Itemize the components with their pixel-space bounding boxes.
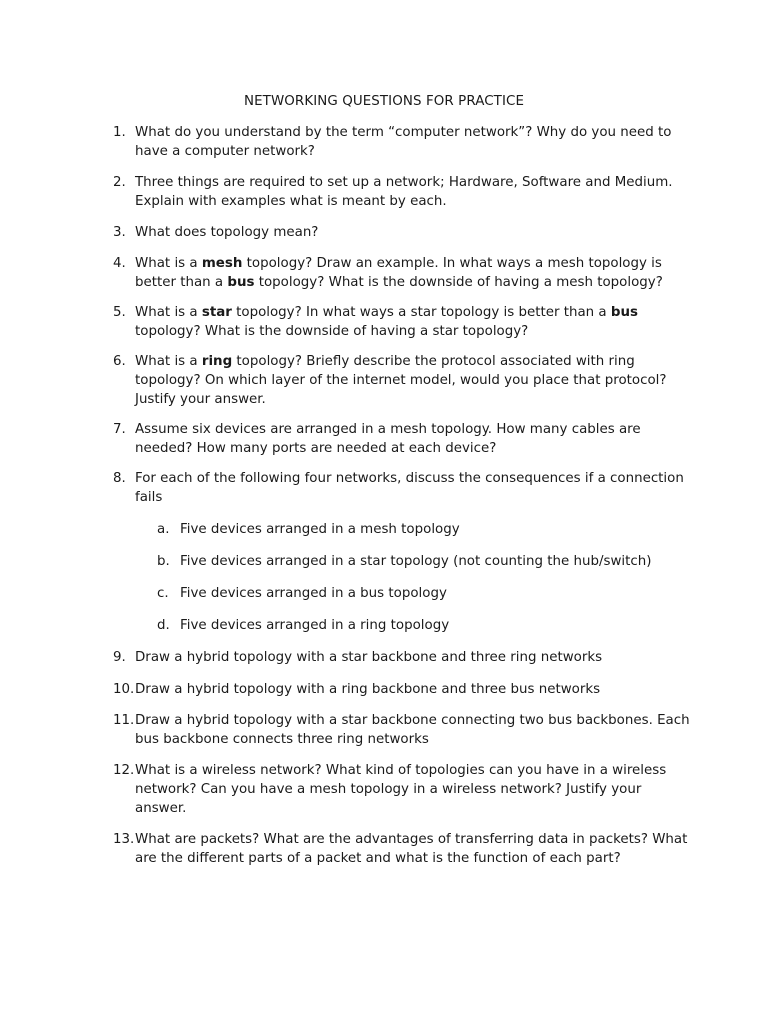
sub-question-item [157, 552, 693, 571]
sub-question-text: Five devices arranged in a ring topology [180, 618, 450, 633]
question-text-segment: What are packets? What are the advantages of transferring data in packets? What are the different parts of a packet and what is the function of each part? [135, 832, 688, 866]
question-number: 4. [113, 256, 126, 271]
question-text [135, 254, 693, 292]
sub-question-text: Five devices arranged in a star topology (not counting the hub/switch) [180, 554, 652, 569]
question-text [135, 761, 693, 818]
question-item [113, 469, 693, 635]
sub-question-list [113, 520, 693, 635]
question-item [113, 254, 693, 292]
question-text-segment: topology? What is the downside of having a mesh topology? [254, 275, 663, 290]
question-text [135, 711, 693, 749]
question-text [135, 123, 693, 161]
question-row [113, 123, 693, 161]
question-text [135, 648, 693, 667]
question-row [113, 648, 693, 667]
question-item [113, 680, 693, 699]
question-item [113, 761, 693, 818]
question-number: 8. [113, 471, 126, 486]
sub-question-letter: d. [157, 618, 170, 633]
question-text-segment: What do you understand by the term “computer network”? Why do you need to have a computer network? [135, 125, 672, 159]
question-text-segment: Draw a hybrid topology with a ring backbone and three bus networks [135, 682, 601, 697]
question-number: 6. [113, 354, 126, 369]
question-text-segment: What is a wireless network? What kind of topologies can you have in a wireless network? Can you have a mesh topology in a wireless network? Justify your answer. [135, 763, 667, 816]
question-item [113, 352, 693, 409]
question-text-segment: Draw a hybrid topology with a star backbone connecting two bus backbones. Each bus backbone connects three ring networks [135, 713, 690, 747]
question-text-segment: topology? What is the downside of having a star topology? [135, 324, 529, 339]
question-row [113, 830, 693, 868]
question-row [113, 173, 693, 211]
question-text [135, 680, 693, 699]
question-number: 10. [113, 682, 135, 697]
question-text [135, 223, 693, 242]
sub-question-letter: b. [157, 554, 170, 569]
question-number: 7. [113, 422, 126, 437]
question-text-segment: Assume six devices are arranged in a mesh topology. How many cables are needed? How many ports are needed at each device? [135, 422, 641, 456]
sub-question-letter: a. [157, 522, 170, 537]
question-item [113, 223, 693, 242]
question-row [113, 223, 693, 242]
question-row [113, 303, 693, 341]
question-item [113, 303, 693, 341]
question-text-segment: What does topology mean? [135, 225, 319, 240]
question-item [113, 420, 693, 458]
question-text [135, 830, 693, 868]
question-number: 9. [113, 650, 126, 665]
question-text-segment: Three things are required to set up a network; Hardware, Software and Medium. Explain with examples what is meant by each. [135, 175, 673, 209]
question-text-segment: What is a [135, 354, 202, 369]
question-number: 13. [113, 832, 135, 847]
question-row [113, 254, 693, 292]
question-row [113, 680, 693, 699]
sub-question-text: Five devices arranged in a bus topology [180, 586, 447, 601]
question-list [113, 123, 693, 868]
question-item [113, 830, 693, 868]
question-text-segment: topology? Briefly describe the protocol associated with ring topology? On which layer of the internet model, would you place that protocol? Justify your answer. [135, 354, 667, 407]
question-number: 1. [113, 125, 126, 140]
emphasized-term: star [201, 305, 232, 320]
emphasized-term: ring [201, 354, 233, 369]
question-text [135, 352, 693, 409]
question-number: 2. [113, 175, 126, 190]
question-text-segment: For each of the following four networks, discuss the consequences if a connection fails [135, 471, 684, 505]
question-text-segment: What is a [135, 256, 202, 271]
question-text-segment: Draw a hybrid topology with a star backbone and three ring networks [135, 650, 603, 665]
question-text-segment: What is a [135, 305, 202, 320]
question-row [113, 761, 693, 818]
question-number: 11. [113, 713, 135, 728]
question-row [113, 469, 693, 507]
question-row [113, 352, 693, 409]
question-number: 12. [113, 763, 135, 778]
question-row [113, 711, 693, 749]
document-title: NETWORKING QUESTIONS FOR PRACTICE [243, 94, 525, 109]
sub-question-item [157, 584, 693, 603]
emphasized-term: bus [227, 275, 255, 290]
question-text-segment: topology? In what ways a star topology is better than a [231, 305, 611, 320]
question-text [135, 303, 693, 341]
question-row [113, 420, 693, 458]
question-text [135, 420, 693, 458]
question-text [135, 469, 693, 507]
question-item [113, 648, 693, 667]
question-text [135, 173, 693, 211]
question-item [113, 711, 693, 749]
sub-question-item [157, 520, 693, 539]
emphasized-term: bus [610, 305, 638, 320]
sub-question-letter: c. [157, 586, 169, 601]
question-item [113, 123, 693, 161]
emphasized-term: mesh [201, 256, 243, 271]
question-item [113, 173, 693, 211]
sub-question-item [157, 616, 693, 635]
question-number: 5. [113, 305, 126, 320]
question-number: 3. [113, 225, 126, 240]
question-text-segment: topology? Draw an example. In what ways a mesh topology is better than a [135, 256, 662, 290]
sub-question-text: Five devices arranged in a mesh topology [180, 522, 460, 537]
